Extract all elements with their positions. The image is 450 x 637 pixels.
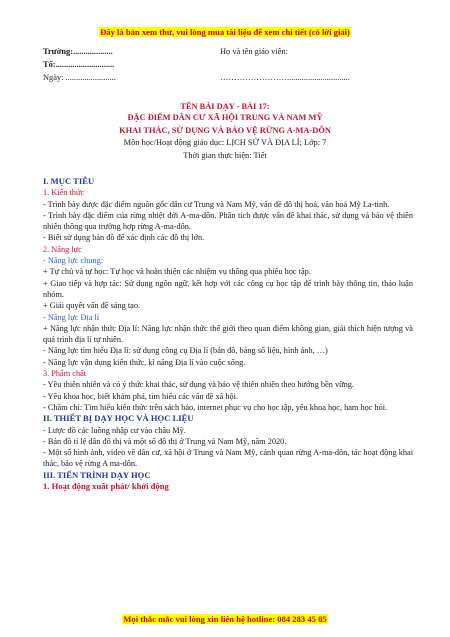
knowledge-item: - Trình bày được đặc điểm nguồn gốc dân cư Trung và Nam Mỹ, vấn đề đô thị hoá, văn hoá Mỹ La-tinh. xyxy=(43,199,390,209)
quality-heading: 3. Phẩm chất xyxy=(43,369,87,379)
geography-ability-item: + Năng lực nhận thức Địa lí: Năng lực nhận thức thế giới theo quan điểm không gian, giải thích hiện tượng và quá trình địa lí tự nhiên. xyxy=(43,323,413,345)
knowledge-heading: 1. Kiến thức xyxy=(43,188,85,198)
general-ability-item: + Giải quyết vấn đề sáng tạo. xyxy=(43,301,141,311)
geography-ability-item: - Năng lực tìm hiểu Địa lí: sử dụng công cụ Địa lí (bản đồ, bảng số liệu, hình ảnh, …) xyxy=(43,346,328,356)
section-process-heading: III. TIẾN TRÌNH DẠY HỌC xyxy=(43,469,151,480)
teacher-name-line: …………………….............................. xyxy=(220,73,350,82)
general-ability-item: + Giao tiếp và hợp tác: Sử dụng ngôn ngữ, kết hợp với các công cụ học tập để trình bày thông tin, thảo luận nhóm. xyxy=(43,278,413,299)
general-ability-heading: - Năng lực chung: xyxy=(43,256,104,266)
lesson-body xyxy=(43,176,413,492)
geography-ability-heading: - Năng lực Địa lí xyxy=(43,312,100,322)
date-field: Ngày: ........................ xyxy=(43,73,116,82)
preview-notice xyxy=(0,27,450,37)
quality-item: - Yêu thiên nhiên và có ý thức khai thác, sử dụng và bảo vệ thiên nhiên theo hướng bền vững. xyxy=(43,380,354,390)
time-line: Thời gian thực hiện: Tiết xyxy=(183,151,267,160)
lesson-title-line2: KHAI THÁC, SỬ DỤNG VÀ BẢO VỆ RỪNG A-MA-DÔN xyxy=(119,126,331,135)
geography-ability-item: - Năng lực vận dụng kiến thức, kĩ năng Địa lí vào cuộc sống. xyxy=(43,357,246,367)
school-field: Trường:................... xyxy=(43,47,113,56)
quality-item: - Chăm chỉ: Tìm hiểu kiến thức trên sách báo, internet phục vụ cho học tập, yêu khoa học, ham học hỏi. xyxy=(43,402,388,412)
knowledge-item: - Trình bày đặc điểm của rừng nhiệt đới A-ma-dôn. Phân tích được vấn đề khai thác, sử dụng và bảo vệ thiên nhiên thông qua trường hợp rừng A-ma-dôn. xyxy=(43,210,413,232)
knowledge-item: - Biết sử dụng bản đồ để xác định các đô thị lớn. xyxy=(43,233,205,243)
equipment-item: - Bản đồ tỉ lệ dân đô thị và một số đô thị ở Trung và Nam Mỹ, năm 2020. xyxy=(43,436,287,446)
section-objectives-heading: I. MỤC TIÊU xyxy=(43,176,95,186)
activity-heading: 1. Hoạt động xuất phát/ khởi động xyxy=(43,481,169,492)
ability-heading: 2. Năng lực xyxy=(43,244,82,254)
hotline-notice xyxy=(0,614,450,624)
group-field: Tổ:............................ xyxy=(43,60,115,69)
lesson-title-line1: ĐẶC ĐIỂM DÂN CƯ XÃ HỘI TRUNG VÀ NAM MỸ xyxy=(127,113,323,122)
preview-notice-text: Đây là bản xem thử, vui lòng mua tài liệu để xem chi tiết (có lời giải) xyxy=(100,27,350,37)
section-equipment-heading: II. THIẾT BỊ DẠY HỌC VÀ HỌC LIỆU xyxy=(43,413,194,424)
quality-item: - Yêu khoa học, biết khám phá, tìm hiểu các vấn đề xã hội. xyxy=(43,391,239,401)
subject-line: Môn học/Hoạt động giáo dục: LỊCH SỬ VÀ ĐỊA LÍ; Lớp: 7 xyxy=(123,138,327,147)
equipment-item: - Một số hình ảnh, video về dân cư, xã hội ở Trung và Nam Mỹ, cảnh quan rừng A-ma-dôn, tác hoạt động khai thác, bảo vệ rừng A ma-dôn. xyxy=(43,448,413,469)
lesson-number: TÊN BÀI DẠY - BÀI 17: xyxy=(180,102,270,111)
hotline-notice-text: Mọi thắc mắc vui lòng xin liên hệ hotline: 084 283 45 85 xyxy=(123,614,327,624)
teacher-name-label: Họ và tên giáo viên: xyxy=(220,47,288,56)
equipment-item: - Lược đồ các luồng nhập cư vào châu Mỹ. xyxy=(43,425,186,435)
general-ability-item: + Tự chủ và tự học: Tự học và hoàn thiện các nhiệm vụ thông qua phiếu học tập. xyxy=(43,267,311,277)
